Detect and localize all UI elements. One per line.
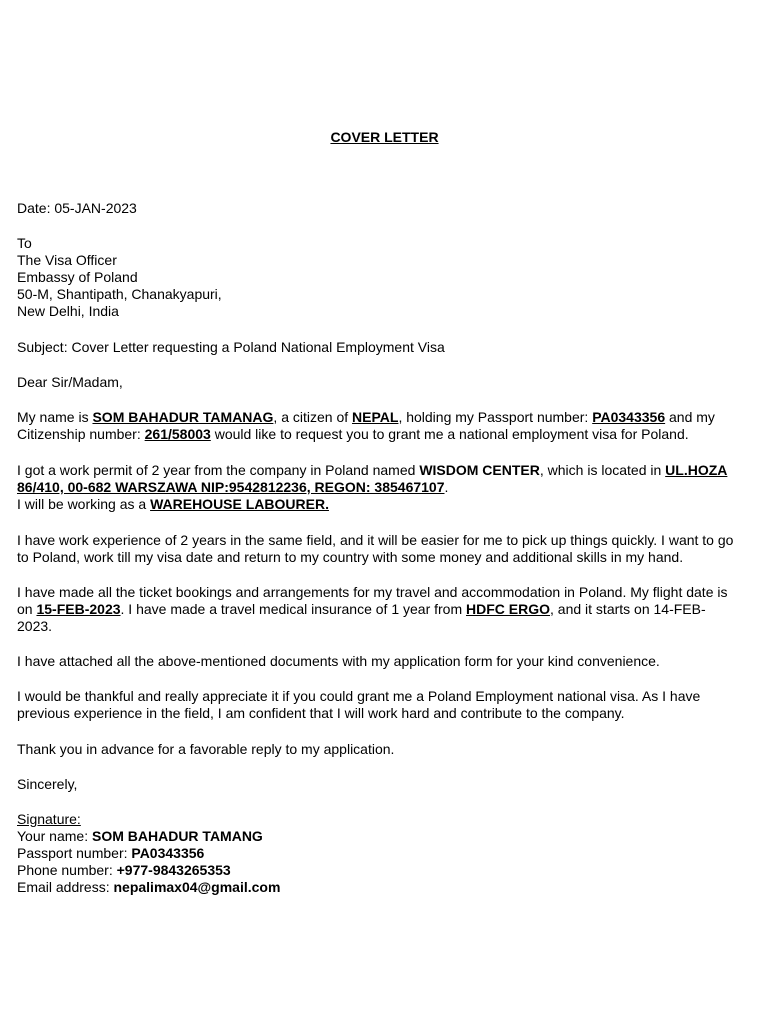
signature-email: nepalimax04@gmail.com xyxy=(113,879,281,895)
signature-heading: Signature: xyxy=(17,811,81,827)
letter-title: COVER LETTER xyxy=(330,129,439,145)
applicant-name: SOM BAHADUR TAMANAG xyxy=(92,409,274,425)
passport-number: PA0343356 xyxy=(592,409,666,425)
company-address-part2: 86/410, 00-682 WARSZAWA NIP:9542812236, REGON: 385467107 xyxy=(17,479,445,495)
subject-line: Subject: Cover Letter requesting a Poland National Employment Visa xyxy=(17,339,445,355)
closing: Sincerely, xyxy=(17,776,78,792)
citizenship-number: 261/58003 xyxy=(144,426,211,442)
job-position: WAREHOUSE LABOURER. xyxy=(150,496,329,512)
flight-date: 15-FEB-2023 xyxy=(36,601,121,617)
paragraph-work-permit: I got a work permit of 2 year from the company in Poland named WISDOM CENTER, which is located in UL.HOZA 86/410, 00-682 WARSZAWA NIP:9542812236, REGON: 385467107. I will be working as a WAREHOUSE LABOURER. xyxy=(17,462,728,512)
signature-name: SOM BAHADUR TAMANG xyxy=(91,828,263,844)
paragraph-travel: I have made all the ticket bookings and arrangements for my travel and accommodation in Poland. My flight date is on 15-FEB-2023. I have made a travel medical insurance of 1 year from HDFC ERGO, and it starts on 14-FEB- 2023. xyxy=(17,584,728,634)
paragraph-documents: I have attached all the above-mentioned documents with my application form for your kind convenience. xyxy=(17,653,660,669)
paragraph-request: I would be thankful and really appreciate it if you could grant me a Poland Employment national visa. As I have previous experience in the field, I am confident that I will work hard and contribute to the company. xyxy=(17,688,701,721)
paragraph-experience: I have work experience of 2 years in the same field, and it will be easier for me to pick up things quickly. I want to go to Poland, work till my visa date and return to my country with some money and additional skills in my hand. xyxy=(17,532,734,565)
company-name: WISDOM CENTER xyxy=(419,462,540,478)
signature-block: Signature: Your name: SOM BAHADUR TAMANG Passport number: PA0343356 Phone number: +977-9843265353 Email address: nepalimax04@gmail.com xyxy=(17,811,762,896)
applicant-country: NEPAL xyxy=(352,409,399,425)
signature-passport: PA0343356 xyxy=(131,845,205,861)
insurance-provider: HDFC ERGO xyxy=(466,601,551,617)
recipient-address: To The Visa Officer Embassy of Poland 50-M, Shantipath, Chanakyapuri, New Delhi, India xyxy=(17,235,222,319)
letter-date: Date: 05-JAN-2023 xyxy=(17,200,137,216)
signature-phone: +977-9843265353 xyxy=(116,862,231,878)
paragraph-introduction: My name is SOM BAHADUR TAMANAG, a citizen of NEPAL, holding my Passport number: PA0343356 and my Citizenship number: 261/58003 would like to request you to grant me a national employment visa for Poland. xyxy=(17,409,715,442)
salutation: Dear Sir/Madam, xyxy=(17,374,123,390)
paragraph-thanks: Thank you in advance for a favorable reply to my application. xyxy=(17,741,395,757)
company-address-part1: UL.HOZA xyxy=(665,462,728,478)
